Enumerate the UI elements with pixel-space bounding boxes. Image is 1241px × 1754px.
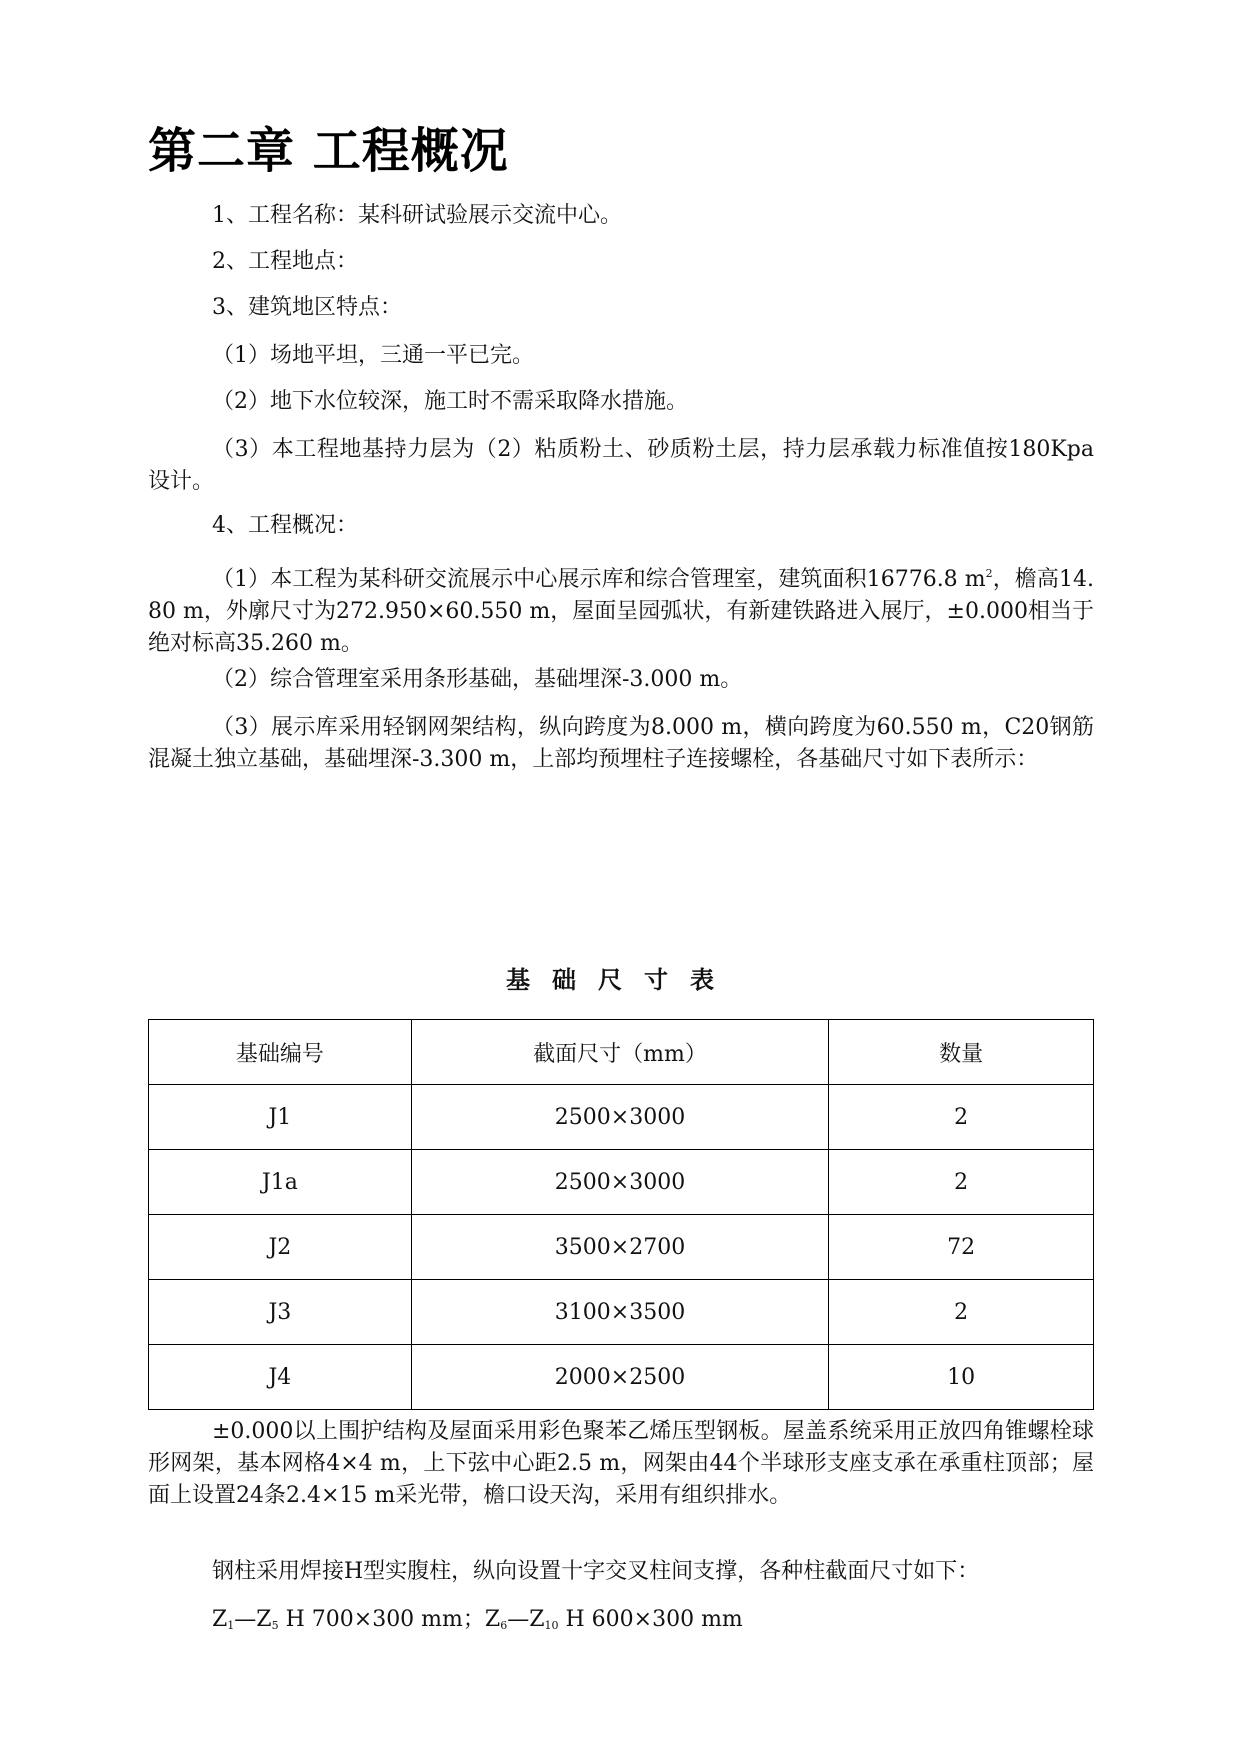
table-title: 基础尺寸表	[506, 966, 736, 994]
item-site-features: 3、建筑地区特点：	[212, 295, 402, 320]
item-overview: 4、工程概况：	[212, 513, 358, 538]
item-strip-foundation: （2）综合管理室采用条形基础，基础埋深-3.000 m。	[212, 667, 743, 692]
col-spec-1: H 700×300 mm；Z	[278, 1607, 501, 1632]
area-unit-sup: 2	[985, 567, 993, 580]
building-info-a: （1）本工程为某科研交流展示中心展示库和综合管理室，建筑面积16776.8 m	[212, 567, 986, 592]
foundation-table	[148, 1019, 1094, 1410]
item-project-location: 2、工程地点：	[212, 249, 358, 274]
cell-qty: 2	[829, 1280, 1094, 1345]
cell-qty: 10	[829, 1345, 1094, 1410]
table-row	[149, 1085, 1094, 1150]
col-dash-1: —Z	[234, 1607, 272, 1632]
cell-size: 2000×2500	[411, 1345, 828, 1410]
item-steel-columns: 钢柱采用焊接H型实腹柱，纵向设置十字交叉柱间支撑，各种柱截面尺寸如下：	[212, 1559, 980, 1584]
col-sub-1: 1	[227, 1619, 235, 1632]
cell-id: J4	[149, 1345, 412, 1410]
item-groundwater: （2）地下水位较深，施工时不需采取降水措施。	[212, 389, 688, 414]
table-row	[149, 1150, 1094, 1215]
header-section-size: 截面尺寸（mm）	[411, 1020, 828, 1085]
cell-id: J1a	[149, 1150, 412, 1215]
item-steel-frame: （3）展示库采用轻钢网架结构，纵向跨度为8.000 m，横向跨度为60.550 m，C20钢筋混凝土独立基础，基础埋深-3.300 m，上部均预埋柱子连接螺栓，各基础尺寸如下表所示：	[148, 715, 1094, 772]
header-foundation-id: 基础编号	[149, 1020, 412, 1085]
col-dash-2: —Z	[507, 1607, 545, 1632]
item-roof-system: ±0.000以上围护结构及屋面采用彩色聚苯乙烯压型钢板。屋盖系统采用正放四角锥螺栓球形网架，基本网格4×4 m，上下弦中心距2.5 m，网架由44个半球形支座支承在承重柱顶部；屋面上设置24条2.4×15 m采光带，檐口设天沟，采用有组织排水。	[148, 1419, 1094, 1508]
header-quantity: 数量	[829, 1020, 1094, 1085]
table-header-row	[149, 1020, 1094, 1085]
table-row	[149, 1280, 1094, 1345]
cell-size: 3100×3500	[411, 1280, 828, 1345]
col-spec-2: H 600×300 mm	[558, 1607, 743, 1632]
building-info-b: ，檐高14.80 m，外廓尺寸为272.950×60.550 m，屋面呈园弧状，有新建铁路进入展厅，±0.000相当于绝对标高35.260 m。	[148, 567, 1094, 656]
cell-size: 2500×3000	[411, 1150, 828, 1215]
chapter-heading: 第二章 工程概况	[148, 123, 509, 179]
cell-qty: 2	[829, 1085, 1094, 1150]
item-project-name: 1、工程名称：某科研试验展示交流中心。	[212, 203, 622, 228]
item-building-info	[148, 558, 1094, 660]
col-sub-5: 5	[271, 1619, 279, 1632]
cell-qty: 72	[829, 1215, 1094, 1280]
col-sub-10: 10	[544, 1619, 559, 1632]
item-bearing-layer: （3）本工程地基持力层为（2）粘质粉土、砂质粉土层，持力层承载力标准值按180Kpa设计。	[148, 437, 1094, 494]
cell-size: 3500×2700	[411, 1215, 828, 1280]
table-row	[149, 1345, 1094, 1410]
table-row	[149, 1215, 1094, 1280]
cell-id: J2	[149, 1215, 412, 1280]
col-z: Z	[212, 1607, 228, 1632]
col-sub-6: 6	[500, 1619, 508, 1632]
item-column-sizes	[148, 1604, 1094, 1642]
cell-size: 2500×3000	[411, 1085, 828, 1150]
item-site-flat: （1）场地平坦，三通一平已完。	[212, 343, 534, 368]
cell-id: J1	[149, 1085, 412, 1150]
cell-qty: 2	[829, 1150, 1094, 1215]
cell-id: J3	[149, 1280, 412, 1345]
